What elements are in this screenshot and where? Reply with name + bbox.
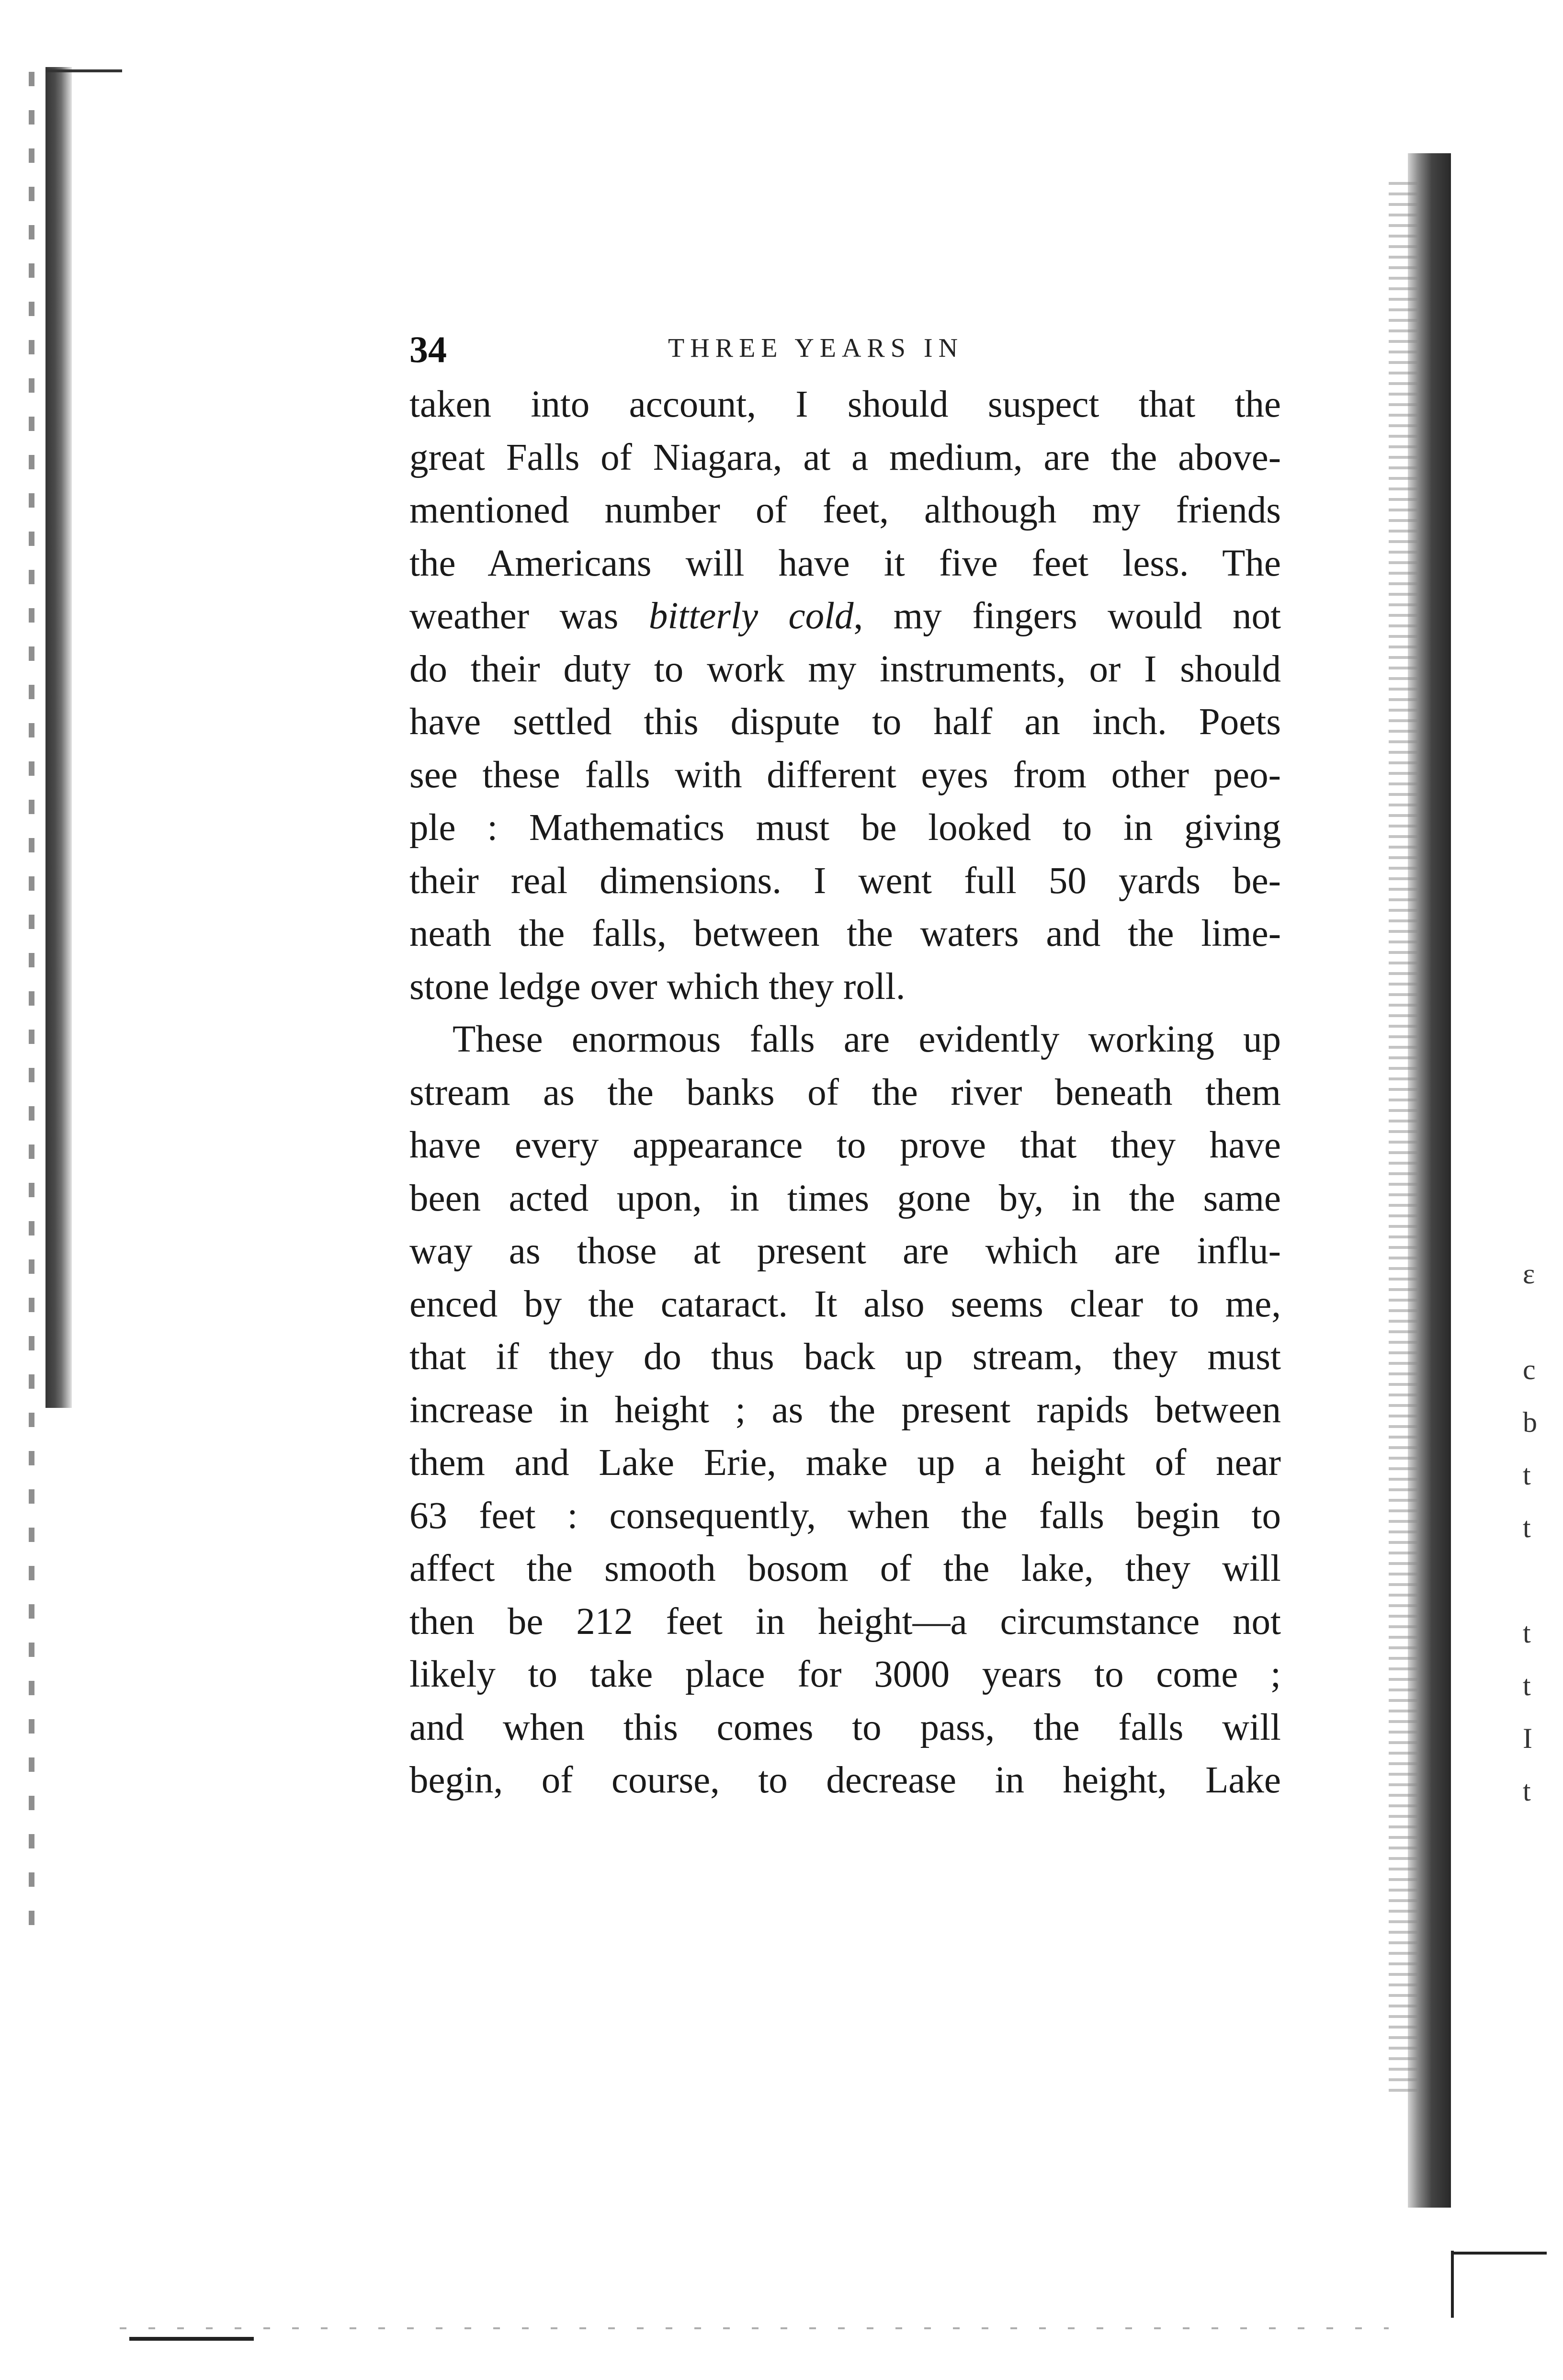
facing-page-fragment: c [1523, 1354, 1536, 1385]
scan-bracket-horizontal [1451, 2252, 1547, 2255]
text-line: These enormous falls are evidently working up [453, 1019, 1281, 1060]
facing-page-fragment: b [1523, 1406, 1537, 1438]
text-line: stream as the banks of the river beneath them [409, 1071, 1281, 1113]
text-line: them and Lake Erie, make up a height of near [409, 1442, 1281, 1484]
text-line: mentioned number of feet, although my friends [409, 489, 1281, 531]
facing-page-fragment: t [1523, 1670, 1531, 1701]
text-line: that if they do thus back up stream, they must [409, 1336, 1281, 1378]
text-run: , my fingers would not [853, 595, 1281, 637]
book-page [409, 311, 1281, 1807]
facing-page-fragment: t [1523, 1775, 1531, 1807]
scan-bracket-vertical [1451, 2251, 1454, 2318]
scan-bottom-dots [120, 2327, 1389, 2329]
italic-emphasis: bitterly cold [648, 595, 854, 637]
text-line: increase in height ; as the present rapids between [409, 1389, 1281, 1431]
text-line: taken into account, I should suspect that the [409, 384, 1281, 425]
facing-page-fragment: I [1523, 1723, 1532, 1754]
body-text [409, 378, 1281, 1807]
text-line: begin, of course, to decrease in height, Lake [409, 1759, 1281, 1801]
paragraph-1 [409, 378, 1281, 1013]
scan-edge-marks-left [29, 72, 34, 1939]
text-line: and when this comes to pass, the falls will [409, 1706, 1281, 1748]
text-line: the Americans will have it five feet less. The [409, 542, 1281, 584]
facing-page-fragment: t [1523, 1459, 1531, 1491]
scan-edge-noise-right [1389, 182, 1417, 2097]
facing-page-fragment: t [1523, 1512, 1531, 1543]
text-run: weather was [409, 595, 649, 637]
scan-rule-top-left [45, 69, 122, 72]
text-line: their real dimensions. I went full 50 yards be- [409, 860, 1281, 902]
text-line: great Falls of Niagara, at a medium, are the above- [409, 436, 1281, 478]
page-number: 34 [409, 329, 447, 370]
text-line: have settled this dispute to half an inch. Poets [409, 701, 1281, 743]
text-line: been acted upon, in times gone by, in the same [409, 1177, 1281, 1219]
text-line: stone ledge over which they roll. [409, 965, 906, 1008]
text-line: 63 feet : consequently, when the falls begin to [409, 1495, 1281, 1537]
running-title: THREE YEARS IN [668, 333, 964, 363]
text-line: enced by the cataract. It also seems clear to me, [409, 1283, 1281, 1325]
text-line: affect the smooth bosom of the lake, they will [409, 1548, 1281, 1589]
running-head [409, 311, 1281, 378]
text-line: way as those at present are which are influ- [409, 1230, 1281, 1272]
text-line: do their duty to work my instruments, or I should [409, 648, 1281, 690]
text-line: neath the falls, between the waters and the lime- [409, 913, 1281, 954]
scan-rule-bottom-left [129, 2337, 254, 2341]
text-line: have every appearance to prove that they have [409, 1124, 1281, 1166]
facing-page-fragment: t [1523, 1617, 1531, 1649]
text-line: likely to take place for 3000 years to come ; [409, 1654, 1281, 1695]
paragraph-2 [409, 1013, 1281, 1807]
scan-binding-shadow-left [45, 67, 72, 1408]
text-line: ple : Mathematics must be looked to in giving [409, 807, 1281, 849]
text-line: see these falls with different eyes from other peo- [409, 754, 1281, 796]
text-line: then be 212 feet in height—a circumstance not [409, 1600, 1281, 1643]
facing-page-fragment: ɛ [1523, 1258, 1535, 1290]
text-line [409, 590, 1281, 643]
